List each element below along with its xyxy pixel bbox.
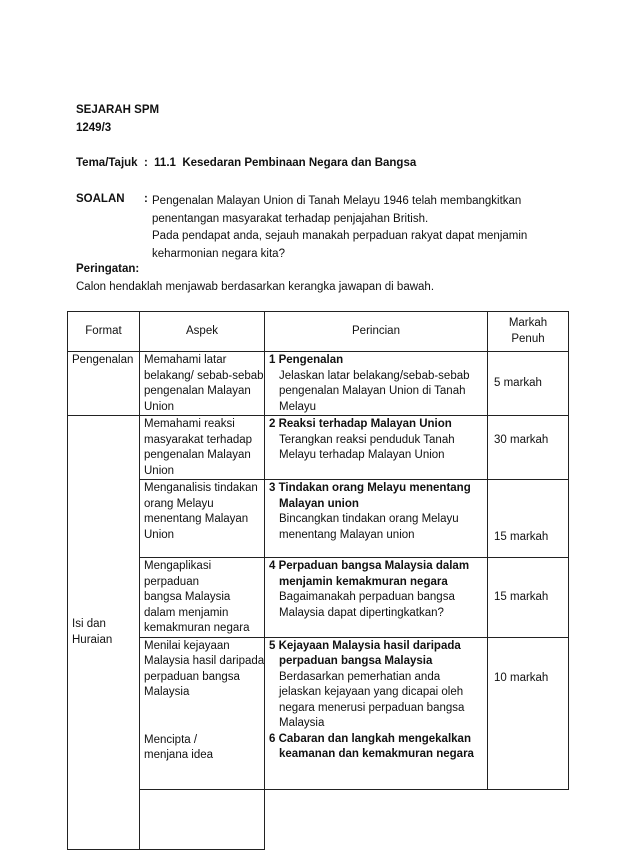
perincian-cell — [265, 480, 488, 558]
question-line: Pengenalan Malayan Union di Tanah Melayu 1946 telah membangkitkan — [152, 195, 522, 207]
perincian-title: 4 Perpaduan bangsa Malaysia dalam — [269, 560, 470, 572]
perincian-title: 2 Reaksi terhadap Malayan Union — [269, 418, 452, 430]
aspek-line: Memahami latar — [144, 354, 227, 366]
perincian-title: 5 Kejayaan Malaysia hasil daripada — [269, 639, 461, 652]
table-row — [68, 637, 569, 789]
aspek-line: Union — [144, 464, 175, 477]
aspek-line: perpaduan — [144, 575, 199, 588]
perincian-line: jelaskan kejayaan yang dicapai oleh — [279, 686, 464, 698]
table-header-row — [68, 312, 569, 352]
perincian-line: Bagaimanakah perpaduan bangsa — [279, 591, 455, 603]
header-markah — [488, 312, 569, 352]
perincian-line: menentang Malayan union — [279, 528, 415, 541]
aspek-cell — [140, 637, 265, 789]
perincian-line: pengenalan Malayan Union di Tanah — [279, 385, 466, 397]
format-line: Isi dan — [72, 618, 106, 631]
perincian-title: keamanan dan kemakmuran negara — [279, 748, 474, 760]
markah-cell: 15 markah — [488, 480, 569, 558]
question-colon: : — [144, 193, 148, 205]
question-line: keharmonian negara kita? — [152, 247, 285, 260]
perincian-title: perpaduan bangsa Malaysia — [279, 655, 433, 667]
table-row — [68, 480, 569, 558]
aspek-line: perpaduan bangsa — [144, 670, 240, 683]
subject-title: SEJARAH SPM — [76, 104, 160, 116]
spacer — [144, 717, 261, 733]
subject-code: 1249/3 — [76, 122, 112, 134]
header-markah-line: Markah — [508, 317, 548, 329]
perincian-title: Malayan union — [279, 497, 359, 510]
perincian-title: 1 Pengenalan — [269, 354, 344, 366]
format-cell — [68, 416, 140, 850]
question-line: Pada pendapat anda, sejauh manakah perpaduan rakyat dapat menjamin — [152, 230, 528, 242]
aspek-line: Union — [144, 400, 175, 413]
aspek-line: bangsa Malaysia — [144, 591, 231, 603]
aspek-line: Union — [144, 528, 175, 541]
aspek-line: pengenalan Malayan — [144, 385, 251, 397]
answer-framework-table — [67, 311, 569, 850]
header-format: Format — [68, 312, 140, 352]
aspek-line: Malaysia hasil daripada — [144, 655, 265, 667]
format-line: Huraian — [72, 633, 113, 646]
aspek-line: menjana idea — [144, 749, 214, 761]
format-cell: Pengenalan — [68, 352, 140, 416]
perincian-line: Malaysia dapat dipertingkatkan? — [279, 606, 444, 619]
markah-cell: 5 markah — [488, 352, 569, 416]
perincian-line: Terangkan reaksi penduduk Tanah — [279, 433, 455, 446]
table-row — [68, 416, 569, 480]
aspek-line: Malaysia — [144, 686, 190, 698]
perincian-title: 6 Cabaran dan langkah mengekalkan — [269, 732, 471, 745]
perincian-line: Melayu — [279, 400, 317, 413]
perincian-line: Berdasarkan pemerhatian anda — [279, 670, 441, 683]
perincian-cell — [265, 416, 488, 480]
table-row — [68, 352, 569, 416]
question-text — [152, 193, 572, 263]
perincian-cell — [265, 789, 488, 849]
question-label: SOALAN — [76, 193, 125, 205]
aspek-line: menentang Malayan — [144, 513, 249, 525]
perincian-line: Melayu terhadap Malayan Union — [279, 449, 445, 461]
aspek-line: Menilai kejayaan — [144, 639, 230, 652]
perincian-line: Jelaskan latar belakang/sebab-sebab — [279, 369, 470, 382]
aspek-line: Mencipta / — [144, 733, 198, 746]
perincian-title: 3 Tindakan orang Melayu menentang — [269, 482, 471, 494]
aspek-line: belakang/ sebab-sebab — [144, 369, 264, 382]
aspek-line: Menganalisis tindakan — [144, 482, 258, 494]
aspek-line: dalam menjamin — [144, 606, 229, 619]
aspek-line: kemakmuran negara — [144, 622, 250, 634]
markah-cell: 15 markah — [488, 558, 569, 638]
perincian-line: Bincangkan tindakan orang Melayu — [279, 513, 459, 525]
perincian-cell — [265, 352, 488, 416]
aspek-cell — [140, 789, 265, 849]
perincian-cell — [265, 637, 488, 789]
perincian-cell — [265, 558, 488, 638]
aspek-line: pengenalan Malayan — [144, 449, 251, 461]
perincian-line: negara menerusi perpaduan bangsa — [279, 701, 465, 714]
aspek-line: Mengaplikasi — [144, 560, 212, 572]
markah-cell — [488, 789, 569, 849]
warning-label: Peringatan: — [76, 263, 140, 275]
warning-text: Calon hendaklah menjawab berdasarkan kerangka jawapan di bawah. — [76, 281, 435, 293]
question-line: penentangan masyarakat terhadap penjajahan British. — [152, 212, 429, 225]
table-row — [68, 789, 569, 849]
theme-line: Tema/Tajuk : 11.1 Kesedaran Pembinaan Negara dan Bangsa — [76, 157, 417, 169]
aspek-cell — [140, 480, 265, 558]
perincian-title: menjamin kemakmuran negara — [279, 575, 448, 588]
header-perincian: Perincian — [265, 312, 488, 352]
aspek-cell — [140, 416, 265, 480]
aspek-line: Memahami reaksi — [144, 418, 235, 430]
table-row — [68, 558, 569, 638]
aspek-cell — [140, 558, 265, 638]
header-aspek: Aspek — [140, 312, 265, 352]
spacer — [144, 701, 261, 717]
aspek-line: orang Melayu — [144, 497, 214, 510]
header-markah-line: Penuh — [511, 332, 545, 345]
perincian-line: Malaysia — [279, 717, 325, 729]
markah-cell: 10 markah — [488, 637, 569, 789]
aspek-line: masyarakat terhadap — [144, 433, 253, 446]
markah-cell: 30 markah — [488, 416, 569, 480]
aspek-cell — [140, 352, 265, 416]
